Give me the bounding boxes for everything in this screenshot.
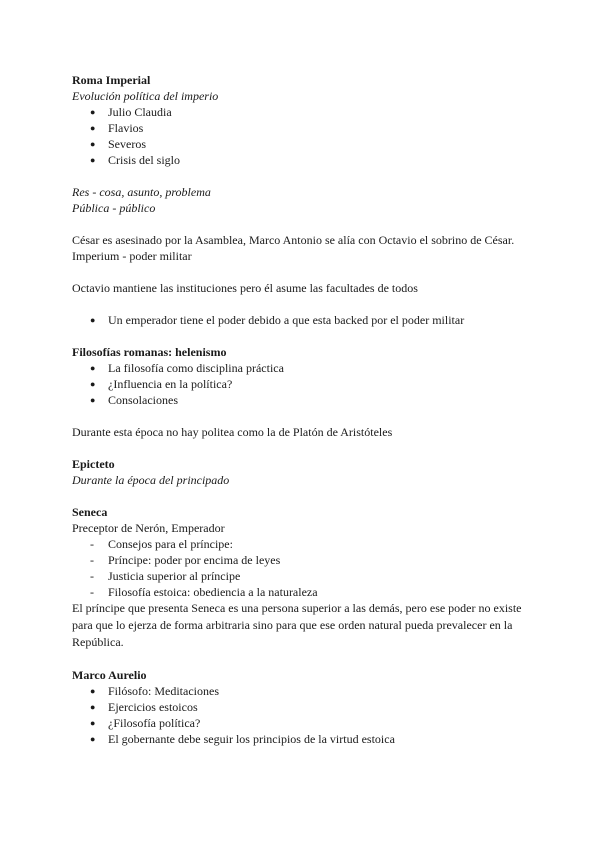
list-item: ● Filósofo: Meditaciones [72,683,542,699]
res-definition: Res - cosa, asunto, problema [72,185,211,199]
paragraph-imperium: Imperium - poder militar [72,249,192,263]
list-item: ● Crisis del siglo [72,152,542,168]
list-item: ● ¿Influencia en la política? [72,376,542,392]
list-item: ● Un emperador tiene el poder debido a que esta backed por el poder militar [72,312,542,328]
document-page [72,72,542,747]
list-emperador [72,312,542,328]
list-item: - Justicia superior al príncipe [72,568,542,584]
list-item: - Filosofía estoica: obediencia a la naturaleza [72,584,542,600]
list-item: ● Severos [72,136,542,152]
list-seneca [72,536,542,600]
list-item: ● Julio Claudia [72,104,542,120]
list-item: ● ¿Filosofía política? [72,715,542,731]
section-title-marco-aurelio: Marco Aurelio [72,668,147,682]
list-marco-aurelio [72,683,542,747]
paragraph-preceptor: Preceptor de Nerón, Emperador [72,521,225,535]
section-title-roma-imperial: Roma Imperial [72,73,151,87]
paragraph-politea: Durante esta época no hay politea como la de Platón de Aristóteles [72,425,393,439]
section-title-seneca: Seneca [72,505,108,519]
list-item: ● Flavios [72,120,542,136]
section-title-filosofias: Filosofías romanas: helenismo [72,345,227,359]
paragraph-principe: El príncipe que presenta Seneca es una persona superior a las demás, pero ese poder no existe para que lo ejerza de forma arbitraria sino para que ese orden natural pueda prevalecer en la República. [72,601,522,649]
list-filosofias [72,360,542,408]
paragraph-octavio: Octavio mantiene las instituciones pero él asume las facultades de todos [72,281,418,295]
section-subtitle-evolucion: Evolución política del imperio [72,89,219,103]
list-item: - Príncipe: poder por encima de leyes [72,552,542,568]
paragraph-cesar: César es asesinado por la Asamblea, Marco Antonio se alía con Octavio el sobrino de César. [72,233,515,247]
list-item: - Consejos para el príncipe: [72,536,542,552]
list-item: ● La filosofía como disciplina práctica [72,360,542,376]
publica-definition: Pública - público [72,201,156,215]
section-title-epicteto: Epicteto [72,457,115,471]
list-roma-dynasties [72,104,542,168]
list-item: ● Ejercicios estoicos [72,699,542,715]
list-item: ● Consolaciones [72,392,542,408]
list-item: ● El gobernante debe seguir los principios de la virtud estoica [72,731,542,747]
section-subtitle-principado: Durante la época del principado [72,473,230,487]
